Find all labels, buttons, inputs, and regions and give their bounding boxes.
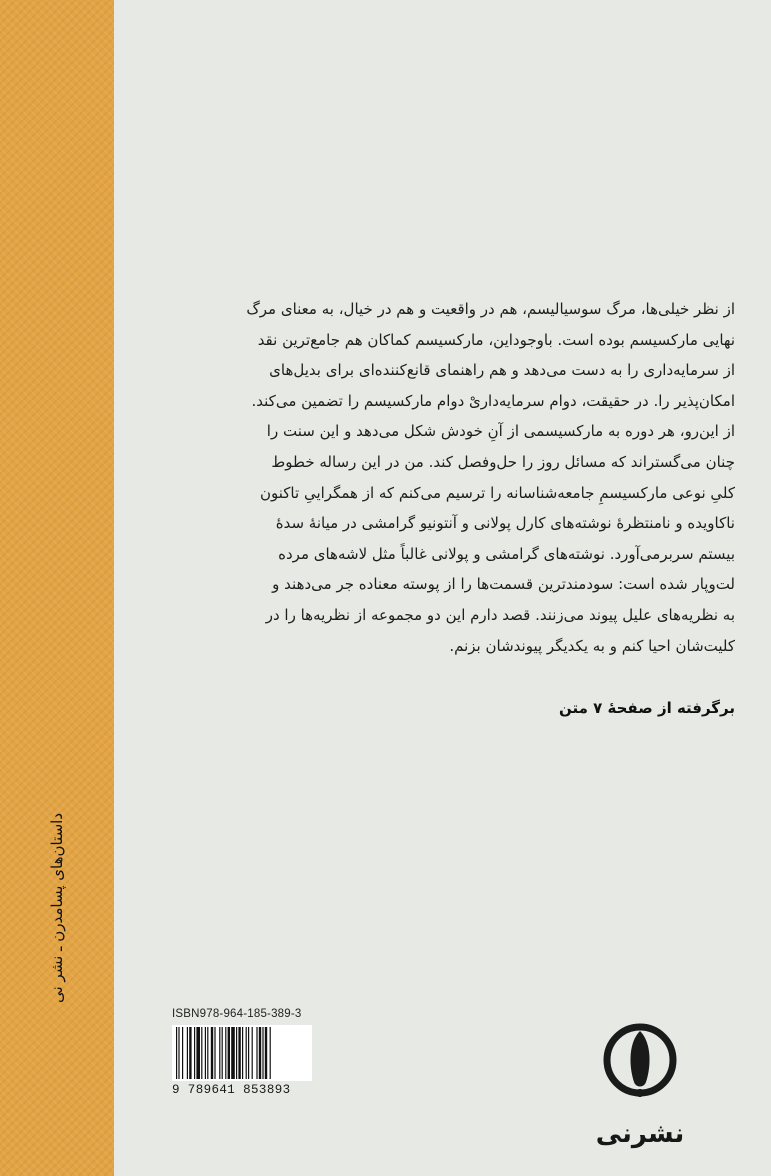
barcode-number: 9 789641 853893 (172, 1083, 291, 1097)
blurb-line: بیستم سربرمی‌آورد. نوشته‌های گرامشی و پولانی غالباً مثل لاشه‌های مرده (278, 544, 735, 563)
ney-reed-logo-icon (600, 1015, 680, 1125)
isbn-label: ISBN978-964-185-389-3 (172, 1008, 302, 1020)
blurb-line: کلیت‌شان احیا کنم و به یکدیگر پیوندشان بزنم. (449, 636, 735, 655)
book-spine-band (0, 0, 114, 1176)
blurb-line: امکان‌پذیر را. در حقیقت، دوام سرمایه‌داریْ دوام مارکسیسم را تضمین می‌کند. (251, 391, 735, 410)
blurb-line: از سرمایه‌داری را به دست می‌دهد و هم راهنمای قانع‌کننده‌ای برای بدیل‌های (269, 361, 735, 380)
blurb-line: به نظریه‌های علیل پیوند می‌زنند. قصد دارم این دو مجموعه از نظریه‌ها را در (265, 605, 735, 624)
blurb-line: از نظر خیلی‌ها، مرگ سوسیالیسم، هم در واقعیت و هم در خیال، به معنای مرگ (246, 300, 735, 318)
blurb-line: لت‌وپار شده است: سودمندترین قسمت‌ها را از پوسته معناده جر می‌دهند و (272, 575, 735, 594)
source-citation: برگرفته از صفحۀ ۷ متن (559, 699, 735, 717)
blurb-paragraph (165, 294, 735, 661)
publisher-name: نشرنی (595, 1119, 685, 1149)
blurb-line: نهایی مارکسیسم بوده است. باوجوداین، مارکسیسم کماکان هم جامع‌ترین نقد (257, 330, 735, 349)
blurb-line: چنان می‌گستراند که مسائل روز را حل‌وفصل کند. من در این رساله خطوط (271, 452, 735, 471)
blurb-line: کلیِ نوعی مارکسیسمِ جامعه‌شناسانه را ترسیم می‌کنم که از همگراییِ تاکنون (260, 483, 735, 502)
blurb-line: ناکاویده و نامنتظرۀ نوشته‌های کارل پولانی و آنتونیو گرامشی در میانۀ سدۀ (275, 514, 735, 533)
isbn-barcode (172, 1025, 312, 1081)
spine-title: داستان‌های پسامدرن ـ نشر نی (48, 812, 66, 1004)
blurb-line: از این‌رو، هر دوره به مارکسیسمی از آنِ خودش شکل می‌دهد و این سنت را (266, 422, 735, 441)
